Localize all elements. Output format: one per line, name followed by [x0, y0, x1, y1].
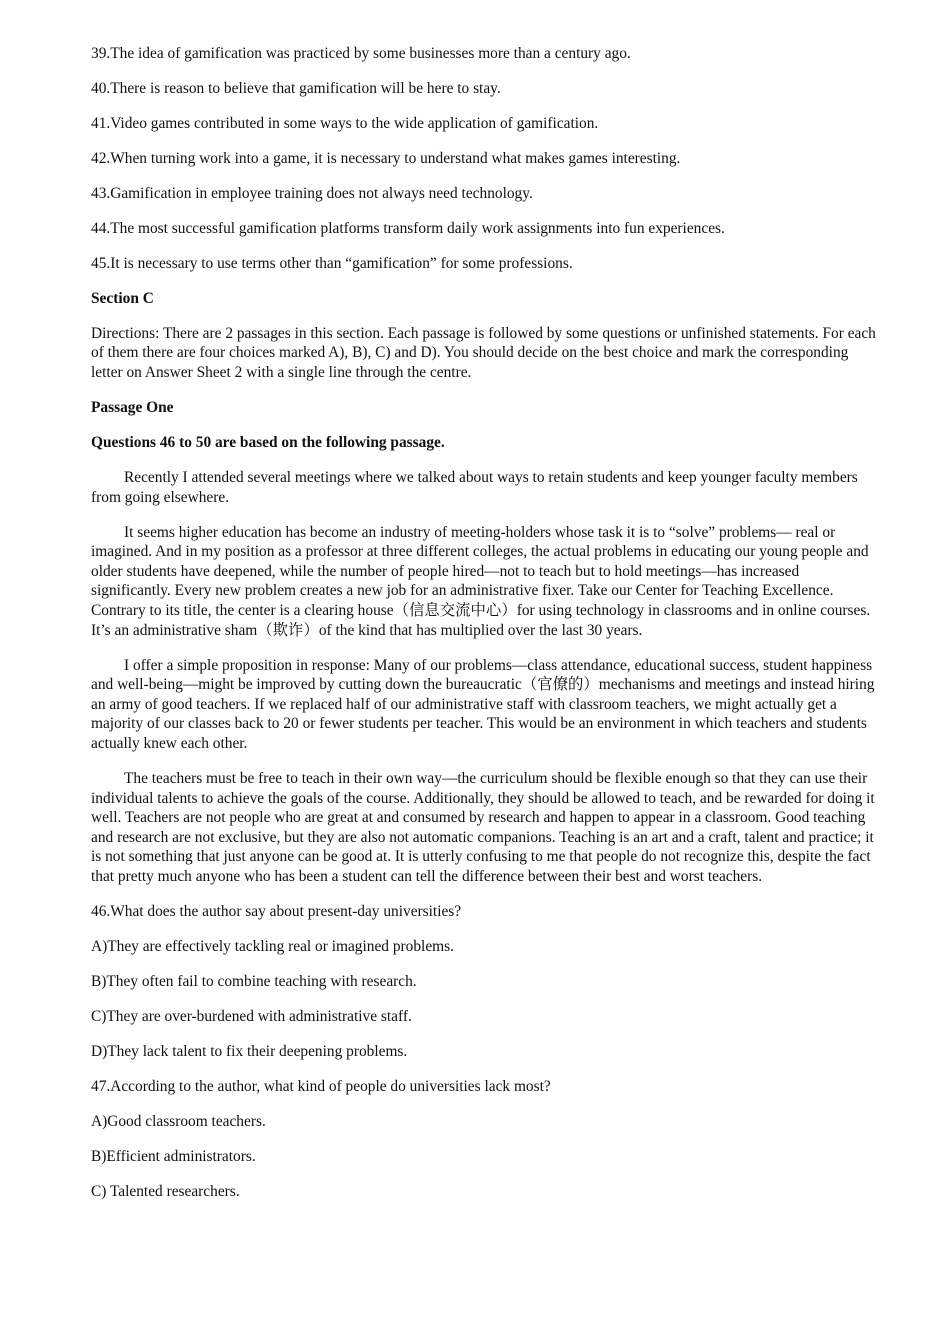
statement-42: 42.When turning work into a game, it is necessary to understand what makes games interesting.	[91, 149, 681, 167]
question-47-option-a: A)Good classroom teachers.	[91, 1112, 266, 1130]
statement-44: 44.The most successful gamification platforms transform daily work assignments into fun experiences.	[91, 219, 725, 237]
passage-paragraph-4: The teachers must be free to teach in their own way—the curriculum should be flexible enough so that they can use their individual talents to achieve the goals of the course. Additionally, they should be allowed to teach, and be rewarded for doing it well. Teachers are not people who are great at and consumed by research and happen to appear in a classroom. Good teaching and research are not exclusive, but they are also not automatic companions. Teaching is an art and a craft, talent and practice; it is not something that just anyone can be good at. It is utterly confusing to me that people do not recognize this, despite the fact that pretty much anyone who has been a student can tell the difference between their best and worst teachers.	[91, 769, 875, 885]
question-46-option-d: D)They lack talent to fix their deepening problems.	[91, 1042, 408, 1060]
passage-one-title: Passage One	[91, 399, 174, 417]
statement-39: 39.The idea of gamification was practiced by some businesses more than a century ago.	[91, 45, 631, 62]
passage-paragraph-1: Recently I attended several meetings where we talked about ways to retain students and keep younger faculty members from going elsewhere.	[91, 469, 858, 506]
statement-40: 40.There is reason to believe that gamification will be here to stay.	[91, 79, 501, 97]
question-46-option-b: B)They often fail to combine teaching with research.	[91, 972, 417, 990]
section-c-heading: Section C	[91, 289, 154, 307]
statement-45: 45.It is necessary to use terms other than “gamification” for some professions.	[91, 254, 573, 272]
passage-paragraph-2: It seems higher education has become an industry of meeting-holders whose task it is to “solve” problems— real or imagined. And in my position as a professor at three different colleges, the actual problems in educating our young people and older students have deepened, while the number of people hired—not to teach but to hold meetings—has increased significantly. Every new problem creates a new job for an administrative fixer. Take our Center for Teaching Excellence. Contrary to its title, the center is a clearing house（信息交流中心）for using technology in classrooms and in online courses. It’s an administrative sham（欺诈）of the kind that has multiplied over the last 30 years.	[91, 523, 871, 639]
section-c-directions: Directions: There are 2 passages in this section. Each passage is followed by some questions or unfinished statements. For each of them there are four choices marked A), B), C) and D). You should decide on the best choice and mark the corresponding letter on Answer Sheet 2 with a single line through the centre.	[91, 324, 876, 382]
question-47-option-b: B)Efficient administrators.	[91, 1147, 256, 1165]
passage-paragraph-3: I offer a simple proposition in response: Many of our problems—class attendance, educational success, student happiness and well-being—might be improved by cutting down the bureaucratic（官僚的）mechanisms and meetings and instead hiring an army of good teachers. If we replaced half of our administrative staff with classroom teachers, we might actually get a majority of our classes back to 20 or fewer students per teacher. This would be an environment in which teachers and students actually knew each other.	[91, 656, 875, 752]
question-47-stem: 47.According to the author, what kind of people do universities lack most?	[91, 1077, 551, 1095]
document-page	[91, 44, 881, 1217]
statement-41: 41.Video games contributed in some ways to the wide application of gamification.	[91, 114, 599, 132]
statement-43: 43.Gamification in employee training does not always need technology.	[91, 184, 533, 202]
question-46-stem: 46.What does the author say about present-day universities?	[91, 902, 462, 920]
question-46-option-c: C)They are over-burdened with administrative staff.	[91, 1007, 412, 1025]
question-47-option-c: C) Talented researchers.	[91, 1182, 240, 1200]
question-46-option-a: A)They are effectively tackling real or imagined problems.	[91, 937, 454, 955]
passage-one-subtitle: Questions 46 to 50 are based on the following passage.	[91, 434, 445, 452]
